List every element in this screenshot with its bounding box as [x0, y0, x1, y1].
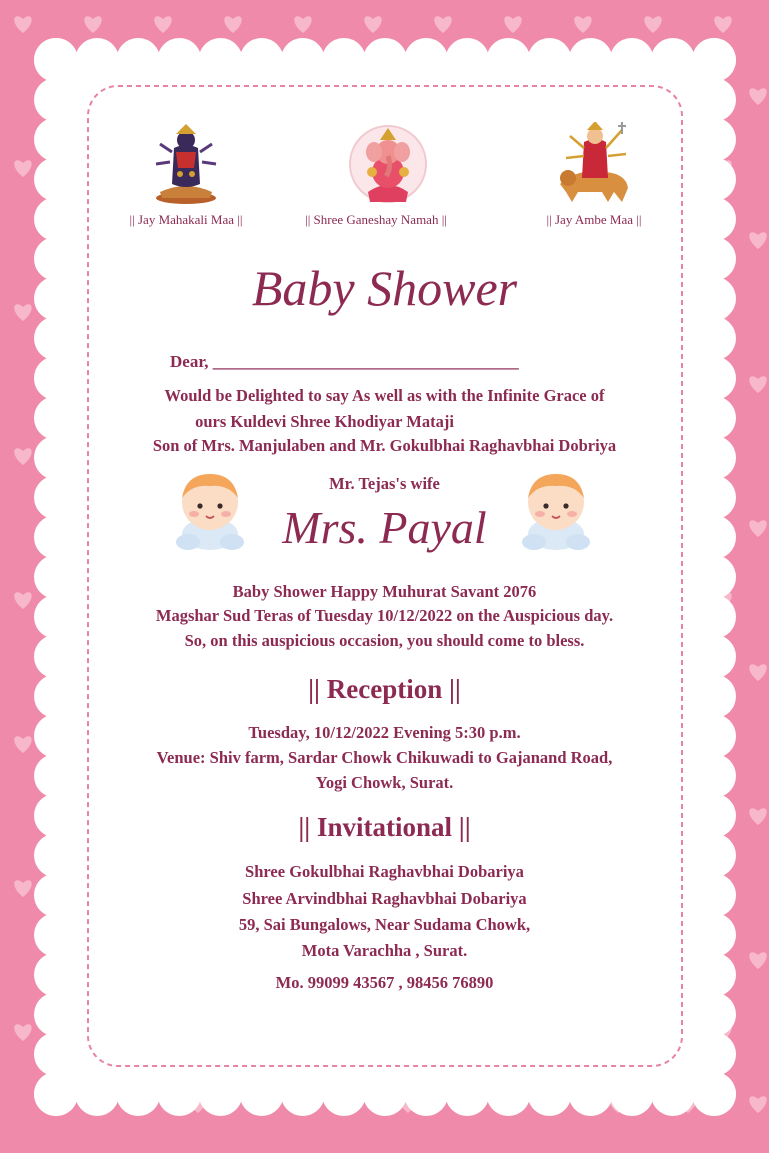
reception-line-1: Tuesday, 10/12/2022 Evening 5:30 p.m. [248, 723, 521, 742]
dear-line: Dear, ____________________________________ [170, 352, 519, 371]
deity-caption-ganesha: || Shree Ganeshay Namah || [305, 212, 447, 227]
invitational-line-4: Mota Varachha , Surat. [301, 941, 468, 960]
intro-line-2: ours Kuldevi Shree Khodiyar Mataji [195, 412, 454, 431]
mahakali-icon [150, 122, 222, 206]
intro-line-3: Son of Mrs. Manjulaben and Mr. Gokulbhai Raghavbhai Dobriya [152, 436, 617, 455]
muhurat-line-3: So, on this auspicious occasion, you should come to bless. [184, 631, 585, 650]
reception-line-3: Yogi Chowk, Surat. [315, 773, 454, 792]
deity-caption-ambe-maa: || Jay Ambe Maa || [546, 212, 642, 227]
phone-numbers: Mo. 99099 43567 , 98456 76890 [275, 973, 494, 992]
invitational-line-1: Shree Gokulbhai Raghavbhai Dobariya [245, 862, 524, 881]
invitational-heading: || Invitational || [298, 812, 471, 842]
muhurat-line-1: Baby Shower Happy Muhurat Savant 2076 [232, 582, 537, 601]
ganesha-icon [348, 122, 428, 206]
ambe-maa-icon [556, 122, 632, 206]
muhurat-line-2: Magshar Sud Teras of Tuesday 10/12/2022 on the Auspicious day. [155, 606, 614, 625]
page-title: Baby Shower [251, 260, 518, 316]
deity-caption-mahakali: || Jay Mahakali Maa || [129, 212, 243, 227]
husband-line: Mr. Tejas's wife [329, 474, 440, 493]
honoree-name: Mrs. Payal [282, 502, 487, 553]
intro-line-1: Would be Delighted to say As well as with the Infinite Grace of [164, 386, 605, 405]
reception-line-2: Venue: Shiv farm, Sardar Chowk Chikuwadi to Gajanand Road, [156, 748, 613, 767]
reception-heading: || Reception || [308, 674, 461, 704]
invitational-line-3: 59, Sai Bungalows, Near Sudama Chowk, [238, 915, 531, 934]
invitational-line-2: Shree Arvindbhai Raghavbhai Dobariya [242, 889, 527, 908]
